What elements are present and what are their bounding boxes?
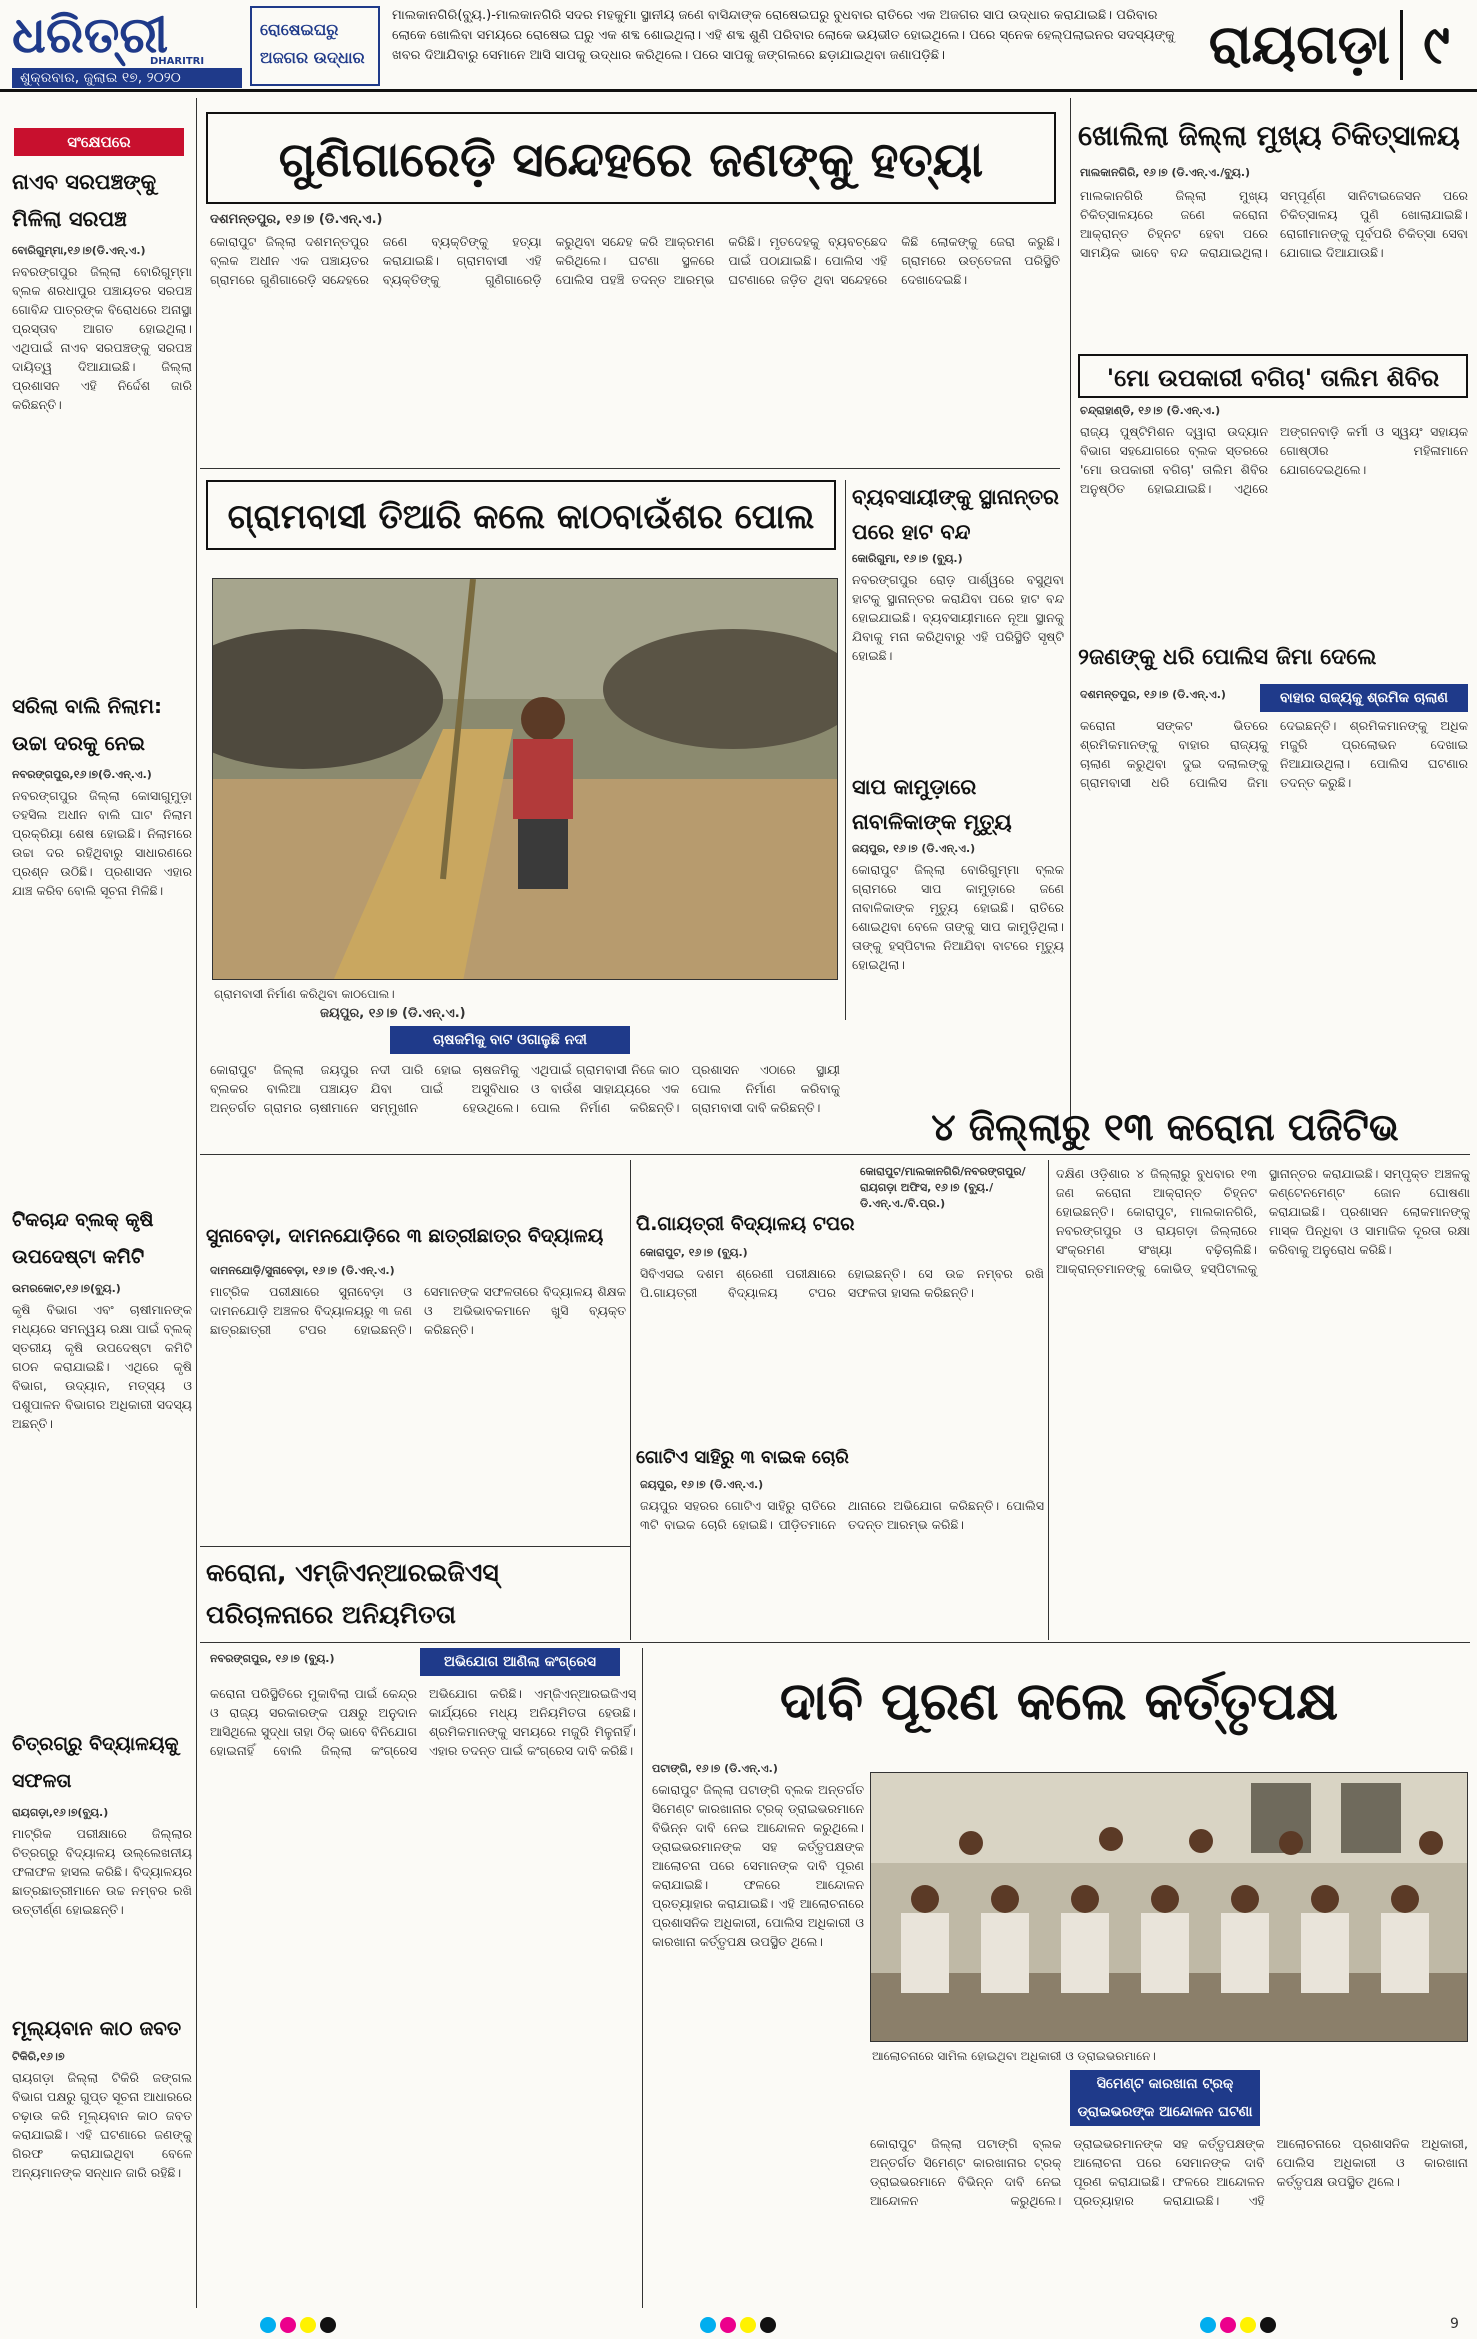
theft-headline: ଗୋଟିଏ ସାହିରୁ ୩ ବାଇକ ଚୋରି (636, 1447, 849, 1468)
newspaper-logo-latin: DHARITRI (150, 56, 205, 67)
registration-mark-yellow (1240, 2317, 1256, 2333)
section-rule (200, 1546, 630, 1547)
demand-headline: ଦାବି ପୂରଣ କଲେ କର୍ତ୍ତୃପକ୍ଷ (779, 1672, 1339, 1732)
bridge-photo (212, 578, 838, 980)
section-rule (200, 1642, 1470, 1643)
bridge-tag: ଚାଷଜମିକୁ ବାଟ ଓଗାଳୁଛି ନଦୀ (390, 1026, 630, 1054)
bridge-headline: ଗ୍ରାମବାସୀ ତିଆରି କଲେ କାଠବାଉଁଶର ପୋଲ (206, 480, 836, 550)
teaser-title: ରୋଷେଇଘରୁ ଅଜଗର ଉଦ୍ଧାର (250, 6, 380, 86)
column-rule (1048, 1160, 1049, 1640)
theft-dateline: ଜୟପୁର, ୧୬।୭ (ଡି.ଏନ୍.ଏ.) (640, 1478, 764, 1491)
section-rule (200, 468, 1060, 469)
registration-mark-magenta (1220, 2317, 1236, 2333)
migrant-tag: ବାହାର ରାଜ୍ୟକୁ ଶ୍ରମିକ ଚାଲାଣ (1260, 684, 1468, 712)
teaser-text: ମାଲକାନଗିରି(ବ୍ୟୁ.)-ମାଲକାନଗିରି ସଦର ମହକୁମା ସ୍ଥାନୀୟ ଜଣେ ବାସିନ୍ଦାଙ୍କ ରୋଷେଇଘରୁ ବୁଧବାର ରାତିରେ ଏକ ଅଜଗର ସାପ ଉଦ୍ଧାର କରାଯାଇଛି। ପରିବାର ଲୋକେ ଖୋଲିବା ସମୟରେ ରୋଷେଇ ଘରୁ ଏକ ଶବ୍ଦ ଶୋଇଥିଲା। ଏହି ଶବ୍ଦ ଶୁଣି ପରିବାର ଲୋକେ ଭୟଭୀତ ହୋଇଥିଲେ। ପରେ ସ୍ନେକ ହେଲ୍ପଲାଇନର ସଦସ୍ୟଙ୍କୁ ଖବର ଦିଆଯିବାରୁ ସେମାନେ ଆସି ସାପକୁ ଉଦ୍ଧାର କରିଥିଲେ। ପରେ ସାପକୁ ଜଙ୍ଗଲରେ ଛଡ଼ାଯାଇଥିବା ଜଣାପଡ଼ିଛି। (392, 8, 1175, 63)
snakebite-headline: ସାପ କାମୁଡ଼ାରେ ନାବାଳିକାଙ୍କ ମୃତ୍ୟୁ (852, 775, 1012, 834)
brief-dateline: ଟିକିରି,୧୬।୭ (12, 2050, 65, 2063)
market-text: ନବରଙ୍ଗପୁର ରୋଡ଼ ପାର୍ଶ୍ୱରେ ବସୁଥିବା ହାଟକୁ ସ୍ଥାନାନ୍ତର କରାଯିବା ପରେ ହାଟ ବନ୍ଦ ହୋଇଯାଇଛି। ବ୍ୟବସାୟୀମାନେ ନୂଆ ସ୍ଥାନକୁ ଯିବାକୁ ମନା କରିଥିବାରୁ ଏହି ପରିସ୍ଥିତି ସୃଷ୍ଟି ହୋଇଛି। (852, 572, 1064, 663)
brief-text: ନବରଙ୍ଗପୁର ଜିଲ୍ଲା ବୋରିଗୁମ୍ମା ବ୍ଲକ ଶରଧାପୁର ପଞ୍ଚାୟତର ସରପଞ୍ଚ ଗୋବିନ୍ଦ ପାତ୍ରଙ୍କ ବିରୋଧରେ ଅନାସ୍ଥା ପ୍ରସ୍ତାବ ଆଗତ ହୋଇଥିଲା। ଏଥିପାଇଁ ନାଏବ ସରପଞ୍ଚଙ୍କୁ ସରପଞ୍ଚ ଦାୟିତ୍ୱ ଦିଆଯାଇଛି। ଜିଲ୍ଲା ପ୍ରଶାସନ ଏହି ନିର୍ଦ୍ଦେଶ ଜାରି କରିଛନ୍ତି। (12, 264, 192, 412)
mgnrega-tag: ଅଭିଯୋଗ ଆଣିଲା କଂଗ୍ରେସ (420, 1648, 620, 1676)
brief-headline: ମୂଲ୍ୟବାନ କାଠ ଜବତ (12, 2016, 182, 2040)
market-headline: ବ୍ୟବସାୟୀଙ୍କୁ ସ୍ଥାନାନ୍ତର ପରେ ହାଟ ବନ୍ଦ (852, 485, 1059, 544)
registration-mark-cyan (260, 2317, 276, 2333)
brief-dateline: ରାୟଗଡ଼ା,୧୬।୭(ବ୍ୟୁ.) (12, 1806, 109, 1819)
corona-text: ଦକ୍ଷିଣ ଓଡ଼ିଶାର ୪ ଜିଲ୍ଲାରୁ ବୁଧବାର ୧୩ ଜଣ କରୋନା ଆକ୍ରାନ୍ତ ଚିହ୍ନଟ ହୋଇଛନ୍ତି। କୋରାପୁଟ, ମାଲକାନଗିରି, ନବରଙ୍ଗପୁର ଓ ରାୟଗଡ଼ା ଜିଲ୍ଲାରେ ସଂକ୍ରମଣ ସଂଖ୍ୟା ବଢ଼ିଚାଲିଛି। ଆକ୍ରାନ୍ତମାନଙ୍କୁ କୋଭିଡ୍ ହସ୍ପିଟାଲକୁ ସ୍ଥାନାନ୍ତର କରାଯାଇଛି। ସମ୍ପୃକ୍ତ ଅଞ୍ଚଳକୁ କଣ୍ଟେନମେଣ୍ଟ ଜୋନ ଘୋଷଣା କରାଯାଇଛି। ପ୍ରଶାସନ ଲୋକମାନଙ୍କୁ ମାସ୍କ ପିନ୍ଧିବା ଓ ସାମାଜିକ ଦୂରତା ରକ୍ଷା କରିବାକୁ ଅନୁରୋଧ କରିଛି। (1056, 1166, 1470, 1276)
migrant-text: କରୋନା ସଙ୍କଟ ଭିତରେ ଶ୍ରମିକମାନଙ୍କୁ ବାହାର ରାଜ୍ୟକୁ ଚାଲାଣ କରୁଥିବା ଦୁଇ ଦଲାଲଙ୍କୁ ଗ୍ରାମବାସୀ ଧରି ପୋଲିସ ଜିମା ଦେଇଛନ୍ତି। ଶ୍ରମିକମାନଙ୍କୁ ଅଧିକ ମଜୁରି ପ୍ରଲୋଭନ ଦେଖାଇ ନିଆଯାଉଥିଲା। ପୋଲିସ ଘଟଣାର ତଦନ୍ତ କରୁଛି। (1080, 718, 1468, 790)
brief-dateline: ଉମରକୋଟ,୧୬।୭(ବ୍ୟୁ.) (12, 1282, 121, 1295)
column-rule (642, 1648, 643, 2308)
garden-headline: 'ମୋ ଉପକାରୀ ବଗିଚା' ତାଲିମ ଶିବିର (1078, 354, 1468, 398)
registration-mark-black (1260, 2317, 1276, 2333)
mgnrega-text: କରୋନା ପରିସ୍ଥିତିରେ ମୁକାବିଲା ପାଇଁ କେନ୍ଦ୍ର ଓ ରାଜ୍ୟ ସରକାରଙ୍କ ପକ୍ଷରୁ ଅନୁଦାନ ଆସିଥିଲେ ସୁଦ୍ଧା ତାହା ଠିକ୍ ଭାବେ ବିନିଯୋଗ ହୋଇନାହିଁ ବୋଲି ଜିଲ୍ଲା କଂଗ୍ରେସ ଅଭିଯୋଗ କରିଛି। ଏମ୍‌ଜିଏନ୍‌ଆରଇଜିଏସ୍ କାର୍ଯ୍ୟରେ ମଧ୍ୟ ଅନିୟମିତତା ହେଉଛି। ଶ୍ରମିକମାନଙ୍କୁ ସମୟରେ ମଜୁରି ମିଳୁନାହିଁ। ଏହାର ତଦନ୍ତ ପାଇଁ କଂଗ୍ରେସ ଦାବି କରିଛି। (210, 1686, 636, 1758)
school-headline: ସୁନାବେଡ଼ା, ଦାମନଯୋଡ଼ିରେ ୩ ଛାତ୍ରୀଛାତ୍ର ବିଦ୍ୟାଳୟ (206, 1225, 604, 1247)
brief-text: କୃଷି ବିଭାଗ ଏବଂ ଚାଷୀମାନଙ୍କ ମଧ୍ୟରେ ସମନ୍ୱୟ ରକ୍ଷା ପାଇଁ ବ୍ଲକ୍ ସ୍ତରୀୟ କୃଷି ଉପଦେଷ୍ଟା କମିଟି ଗଠନ କରାଯାଇଛି। ଏଥିରେ କୃଷି ବିଭାଗ, ଉଦ୍ୟାନ, ମତ୍ସ୍ୟ ଓ ପଶୁପାଳନ ବିଭାଗର ଅଧିକାରୀ ସଦସ୍ୟ ଅଛନ୍ତି। (12, 1302, 192, 1431)
registration-mark-yellow (300, 2317, 316, 2333)
corona-headline: ୪ ଜିଲ୍ଲାରୁ ୧୩ କରୋନା ପଜିଟିଭ (931, 1105, 1399, 1149)
lead-dateline: ଦଶମନ୍ତପୁର, ୧୬।୭ (ଡି.ଏନ୍.ଏ.) (210, 212, 383, 227)
hospital-headline: ଖୋଲିଲା ଜିଲ୍ଲା ମୁଖ୍ୟ ଚିକିତ୍ସାଳୟ (1078, 119, 1460, 152)
mgnrega-dateline: ନବରଙ୍ଗପୁର, ୧୬।୭ (ବ୍ୟୁ.) (210, 1652, 335, 1665)
bridge-text: କୋରାପୁଟ ଜିଲ୍ଲା ଜୟପୁର ବ୍ଲକର ବାଲିଆ ପଞ୍ଚାୟତ ଅନ୍ତର୍ଗତ ଗ୍ରାମର ଚାଷୀମାନେ ନଦୀ ପାରି ହୋଇ ଚାଷଜମିକୁ ଯିବା ପାଇଁ ଅସୁବିଧାର ସମ୍ମୁଖୀନ ହେଉଥିଲେ। ଏଥିପାଇଁ ଗ୍ରାମବାସୀ ନିଜେ କାଠ ଓ ବାଉଁଶ ସାହାଯ୍ୟରେ ଏକ ପୋଲ ନିର୍ମାଣ କରିଛନ୍ତି। ପ୍ରଶାସନ ଏଠାରେ ସ୍ଥାୟୀ ପୋଲ ନିର୍ମାଣ କରିବାକୁ ଗ୍ରାମବାସୀ ଦାବି କରିଛନ୍ତି। (210, 1062, 840, 1115)
brief-text: ନବରଙ୍ଗପୁର ଜିଲ୍ଲା କୋସାଗୁମୁଡ଼ା ତହସିଲ ଅଧୀନ ବାଲି ଘାଟ ନିଲାମ ପ୍ରକ୍ରିୟା ଶେଷ ହୋଇଛି। ନିଲାମରେ ଉଚ୍ଚା ଦର ରହିଥିବାରୁ ସାଧାରଣରେ ପ୍ରଶ୍ନ ଉଠିଛି। ପ୍ରଶାସନ ଏହାର ଯାଞ୍ଚ କରିବ ବୋଲି ସୂଚନା ମିଳିଛି। (12, 788, 192, 898)
registration-mark-black (760, 2317, 776, 2333)
market-dateline: କୋରିଗୁମା, ୧୬।୭ (ବ୍ୟୁ.) (852, 552, 963, 565)
bridge-photo-image (213, 579, 838, 980)
registration-mark-magenta (720, 2317, 736, 2333)
registration-mark-black (320, 2317, 336, 2333)
migrant-dateline: ଦଶମନ୍ତପୁର, ୧୬।୭ (ଡି.ଏନ୍.ଏ.) (1080, 688, 1226, 701)
print-footer (0, 2312, 1477, 2339)
demand-tag: ସିମେଣ୍ଟ କାରଖାନା ଟ୍ରକ୍ ଡ୍ରାଇଭରଙ୍କ ଆନ୍ଦୋଳନ ଘଟଣା (1070, 2070, 1260, 2126)
page-number: ୯ (1400, 10, 1470, 80)
corona-dateline: କୋରାପୁଟ/ମାଲକାନଗିରି/ନବରଙ୍ଗପୁର/ରାୟଗଡ଼ା ଅଫିସ, ୧୬।୭ (ବ୍ୟୁ./ଡି.ଏନ୍.ଏ./ବି.ପ୍ର.) (860, 1165, 1026, 1210)
demand-photo-image (871, 1773, 1468, 2042)
brief-headline: ଟିକଚାନ୍ଦ ବ୍ଲକ୍ କୃଷି ଉପଦେଷ୍ଟା କମିଟି (12, 1209, 154, 1268)
brief-dateline: ନବରଙ୍ଗପୁର,୧୬।୭(ଡି.ଏନ୍.ଏ.) (12, 768, 152, 781)
column-rule (630, 1160, 631, 1640)
registration-mark-magenta (280, 2317, 296, 2333)
brief-headline: ଚିତ୍ରଗ୍ରୁ ବିଦ୍ୟାଳୟକୁ ସଫଳତା (12, 1733, 179, 1792)
section-rule (200, 1154, 1470, 1155)
snakebite-text: କୋରାପୁଟ ଜିଲ୍ଲା ବୋରିଗୁମ୍ମା ବ୍ଲକ ଗ୍ରାମରେ ସାପ କାମୁଡ଼ାରେ ଜଣେ ନାବାଳିକାଙ୍କ ମୃତ୍ୟୁ ହୋଇଛି। ରାତିରେ ଶୋଇଥିବା ବେଳେ ତାଙ୍କୁ ସାପ କାମୁଡ଼ିଥିଲା। ତାଙ୍କୁ ହସ୍ପିଟାଲ ନିଆଯିବା ବାଟରେ ମୃତ୍ୟୁ ହୋଇଥିଲା। (852, 862, 1064, 972)
topper-text: ସିବିଏସଇ ଦଶମ ଶ୍ରେଣୀ ପରୀକ୍ଷାରେ ପି.ଗାୟତ୍ରୀ ବିଦ୍ୟାଳୟ ଟପର ହୋଇଛନ୍ତି। ସେ ଉଚ୍ଚ ନମ୍ବର ରଖି ସଫଳତା ହାସଲ କରିଛନ୍ତି। (640, 1266, 1044, 1300)
school-text: ମାଟ୍ରିକ ପରୀକ୍ଷାରେ ସୁନାବେଡ଼ା ଓ ଦାମନଯୋଡ଼ି ଅଞ୍ଚଳର ବିଦ୍ୟାଳୟରୁ ୩ ଜଣ ଛାତ୍ରଛାତ୍ରୀ ଟପର ହୋଇଛନ୍ତି। ସେମାନଙ୍କ ସଫଳତାରେ ବିଦ୍ୟାଳୟ ଶିକ୍ଷକ ଓ ଅଭିଭାବକମାନେ ଖୁସି ବ୍ୟକ୍ତ କରିଛନ୍ତି। (210, 1284, 626, 1337)
print-page-mark: 9 (1450, 2316, 1459, 2332)
demand-text: କୋରାପୁଟ ଜିଲ୍ଲା ପଟାଙ୍ଗି ବ୍ଲକ ଅନ୍ତର୍ଗତ ସିମେଣ୍ଟ କାରଖାନାର ଟ୍ରକ୍ ଡ୍ରାଇଭରମାନେ ବିଭିନ୍ନ ଦାବି ନେଇ ଆନ୍ଦୋଳନ କରୁଥିଲେ। ଡ୍ରାଇଭରମାନଙ୍କ ସହ କର୍ତ୍ତୃପକ୍ଷଙ୍କ ଆଲୋଚନା ପରେ ସେମାନଙ୍କ ଦାବି ପୂରଣ କରାଯାଇଛି। ଫଳରେ ଆନ୍ଦୋଳନ ପ୍ରତ୍ୟାହାର କରାଯାଇଛି। ଏହି ଆଲୋଚନାରେ ପ୍ରଶାସନିକ ଅଧିକାରୀ, ପୋଲିସ ଅଧିକାରୀ ଓ କାରଖାନା କର୍ତ୍ତୃପକ୍ଷ ଉପସ୍ଥିତ ଥିଲେ। (652, 1782, 864, 1949)
school-dateline: ଦାମନଯୋଡ଼ି/ସୁନାବେଡ଼ା, ୧୬।୭ (ଡି.ଏନ୍.ଏ.) (210, 1264, 395, 1277)
bridge-caption: ଗ୍ରାମବାସୀ ନିର୍ମାଣ କରିଥିବା କାଠପୋଲ। (214, 987, 395, 1001)
lead-headline: ଗୁଣିଗାରେଡ଼ି ସନ୍ଦେହରେ ଜଣଙ୍କୁ ହତ୍ୟା (206, 112, 1056, 204)
demand-photo (870, 1772, 1468, 2042)
page-city-title: ରାୟଗଡ଼ା (1208, 13, 1390, 76)
registration-mark-cyan (1200, 2317, 1216, 2333)
brief-headline: ସରିଲା ବାଲି ନିଲାମ: ଉଚ୍ଚା ଦରକୁ ନେଇ (12, 694, 162, 755)
brief-headline: ନାଏବ ସରପଞ୍ଚଙ୍କୁ ମିଳିଲା ସରପଞ୍ଚ (12, 170, 157, 231)
briefs-label: ସଂକ୍ଷେପରେ (14, 128, 184, 156)
topper-headline: ପି.ଗାୟତ୍ରୀ ବିଦ୍ୟାଳୟ ଟପର (636, 1213, 855, 1235)
bridge-dateline: ଜୟପୁର, ୧୬।୭ (ଡି.ଏନ୍.ଏ.) (320, 1006, 466, 1021)
masthead (0, 0, 1477, 92)
theft-text: ଜୟପୁର ସହରର ଗୋଟିଏ ସାହିରୁ ରାତିରେ ୩ଟି ବାଇକ ଚୋରି ହୋଇଛି। ପୀଡ଼ିତମାନେ ଥାନାରେ ଅଭିଯୋଗ କରିଛନ୍ତି। ପୋଲିସ ତଦନ୍ତ ଆରମ୍ଭ କରିଛି। (640, 1498, 1044, 1532)
issue-date: ଶୁକ୍ରବାର, ଜୁଲାଇ ୧୭, ୨୦୨୦ (12, 68, 242, 88)
brief-dateline: ବୋରିଗୁମ୍ମା,୧୬।୭(ଡି.ଏନ୍.ଏ.) (12, 244, 146, 257)
brief-text: ରାୟଗଡ଼ା ଜିଲ୍ଲା ଟିକିରି ଜଙ୍ଗଲ ବିଭାଗ ପକ୍ଷରୁ ଗୁପ୍ତ ସୂଚନା ଆଧାରରେ ଚଢ଼ାଉ କରି ମୂଲ୍ୟବାନ କାଠ ଜବତ କରାଯାଇଛି। ଏହି ଘଟଣାରେ ଜଣଙ୍କୁ ଗିରଫ କରାଯାଇଥିବା ବେଳେ ଅନ୍ୟମାନଙ୍କ ସନ୍ଧାନ ଜାରି ରହିଛି। (12, 2070, 192, 2180)
column-rule (1070, 98, 1071, 1148)
newspaper-logo: ଧରିତ୍ରୀ (12, 5, 169, 64)
registration-mark-yellow (740, 2317, 756, 2333)
topper-dateline: କୋରାପୁଟ, ୧୬।୭ (ବ୍ୟୁ.) (640, 1246, 748, 1259)
migrant-headline: ୨ଜଣଙ୍କୁ ଧରି ପୋଲିସ ଜିମା ଦେଲେ (1078, 645, 1377, 670)
brief-text: ମାଟ୍ରିକ ପରୀକ୍ଷାରେ ଜିଲ୍ଲାର ଚିତ୍ରଗ୍ରୁ ବିଦ୍ୟାଳୟ ଉଲ୍ଲେଖନୀୟ ଫଳାଫଳ ହାସଲ କରିଛି। ବିଦ୍ୟାଳୟର ଛାତ୍ରଛାତ୍ରୀମାନେ ଉଚ୍ଚ ନମ୍ବର ରଖି ଉତ୍ତୀର୍ଣ୍ଣ ହୋଇଛନ୍ତି। (12, 1826, 192, 1917)
hospital-dateline: ମାଲକାନଗିରି, ୧୬।୭ (ଡି.ଏନ୍.ଏ./ବ୍ୟୁ.) (1080, 166, 1251, 179)
garden-dateline: ଚନ୍ଦ୍ରାହାଣ୍ଡି, ୧୬।୭ (ଡି.ଏନ୍.ଏ.) (1080, 404, 1221, 417)
mgnrega-headline: କରୋନା, ଏମ୍‌ଜିଏନ୍‌ଆରଇଜିଏସ୍ ପରିଚାଳନାରେ ଅନିୟମିତତା (206, 1558, 499, 1629)
hospital-text: ମାଲକାନଗିରି ଜିଲ୍ଲା ମୁଖ୍ୟ ଚିକିତ୍ସାଳୟରେ ଜଣେ କରୋନା ଆକ୍ରାନ୍ତ ଚିହ୍ନଟ ହେବା ପରେ ସାମୟିକ ଭାବେ ବନ୍ଦ କରାଯାଇଥିଲା। ସମ୍ପୂର୍ଣ୍ଣ ସାନିଟାଇଜେସନ ପରେ ଚିକିତ୍ସାଳୟ ପୁଣି ଖୋଲାଯାଇଛି। ରୋଗୀମାନଙ୍କୁ ପୂର୍ବପରି ଚିକିତ୍ସା ସେବା ଯୋଗାଇ ଦିଆଯାଉଛି। (1080, 188, 1468, 260)
demand-text-continued: କୋରାପୁଟ ଜିଲ୍ଲା ପଟାଙ୍ଗି ବ୍ଲକ ଅନ୍ତର୍ଗତ ସିମେଣ୍ଟ କାରଖାନାର ଟ୍ରକ୍ ଡ୍ରାଇଭରମାନେ ବିଭିନ୍ନ ଦାବି ନେଇ ଆନ୍ଦୋଳନ କରୁଥିଲେ। ଡ୍ରାଇଭରମାନଙ୍କ ସହ କର୍ତ୍ତୃପକ୍ଷଙ୍କ ଆଲୋଚନା ପରେ ସେମାନଙ୍କ ଦାବି ପୂରଣ କରାଯାଇଛି। ଫଳରେ ଆନ୍ଦୋଳନ ପ୍ରତ୍ୟାହାର କରାଯାଇଛି। ଏହି ଆଲୋଚନାରେ ପ୍ରଶାସନିକ ଅଧିକାରୀ, ପୋଲିସ ଅଧିକାରୀ ଓ କାରଖାନା କର୍ତ୍ତୃପକ୍ଷ ଉପସ୍ଥିତ ଥିଲେ। (870, 2136, 1468, 2208)
demand-caption: ଆଲୋଚନାରେ ସାମିଲ ହୋଇଥିବା ଅଧିକାରୀ ଓ ଡ୍ରାଇଭରମାନେ। (872, 2049, 1156, 2063)
registration-mark-cyan (700, 2317, 716, 2333)
garden-text: ରାଜ୍ୟ ପୁଷ୍ଟିମିଶନ ଦ୍ୱାରା ଉଦ୍ୟାନ ବିଭାଗ ସହଯୋଗରେ ବ୍ଲକ ସ୍ତରରେ 'ମୋ ଉପକାରୀ ବଗିଚା' ତାଲିମ ଶିବିର ଅନୁଷ୍ଠିତ ହୋଇଯାଇଛି। ଏଥିରେ ଅଙ୍ଗନବାଡ଼ି କର୍ମୀ ଓ ସ୍ୱୟଂ ସହାୟକ ଗୋଷ୍ଠୀର ମହିଳାମାନେ ଯୋଗଦେଇଥିଲେ। (1080, 424, 1468, 496)
column-rule (196, 98, 197, 2308)
demand-dateline: ପଟାଙ୍ଗି, ୧୬।୭ (ଡି.ଏନ୍.ଏ.) (652, 1762, 778, 1775)
snakebite-dateline: ଜୟପୁର, ୧୬।୭ (ଡି.ଏନ୍.ଏ.) (852, 842, 976, 855)
lead-text: କୋରାପୁଟ ଜିଲ୍ଲା ଦଶମନ୍ତପୁର ବ୍ଲକ ଅଧୀନ ଏକ ପଞ୍ଚାୟତର ଗ୍ରାମରେ ଗୁଣିଗାରେଡ଼ି ସନ୍ଦେହରେ ଜଣେ ବ୍ୟକ୍ତିଙ୍କୁ ହତ୍ୟା କରାଯାଇଛି। ଗ୍ରାମବାସୀ ଏହି ବ୍ୟକ୍ତିଙ୍କୁ ଗୁଣିଗାରେଡ଼ି କରୁଥିବା ସନ୍ଦେହ କରି ଆକ୍ରମଣ କରିଥିଲେ। ଘଟଣା ସ୍ଥଳରେ ପୋଲିସ ପହଞ୍ଚି ତଦନ୍ତ ଆରମ୍ଭ କରିଛି। ମୃତଦେହକୁ ବ୍ୟବଚ୍ଛେଦ ପାଇଁ ପଠାଯାଇଛି। ପୋଲିସ ଏହି ଘଟଣାରେ ଜଡ଼ିତ ଥିବା ସନ୍ଦେହରେ କିଛି ଲୋକଙ୍କୁ ଜେରା କରୁଛି। ଗ୍ରାମରେ ଉତ୍ତେଜନା ପରିସ୍ଥିତି ଦେଖାଦେଇଛି। (210, 234, 1060, 287)
column-rule (845, 480, 846, 1020)
